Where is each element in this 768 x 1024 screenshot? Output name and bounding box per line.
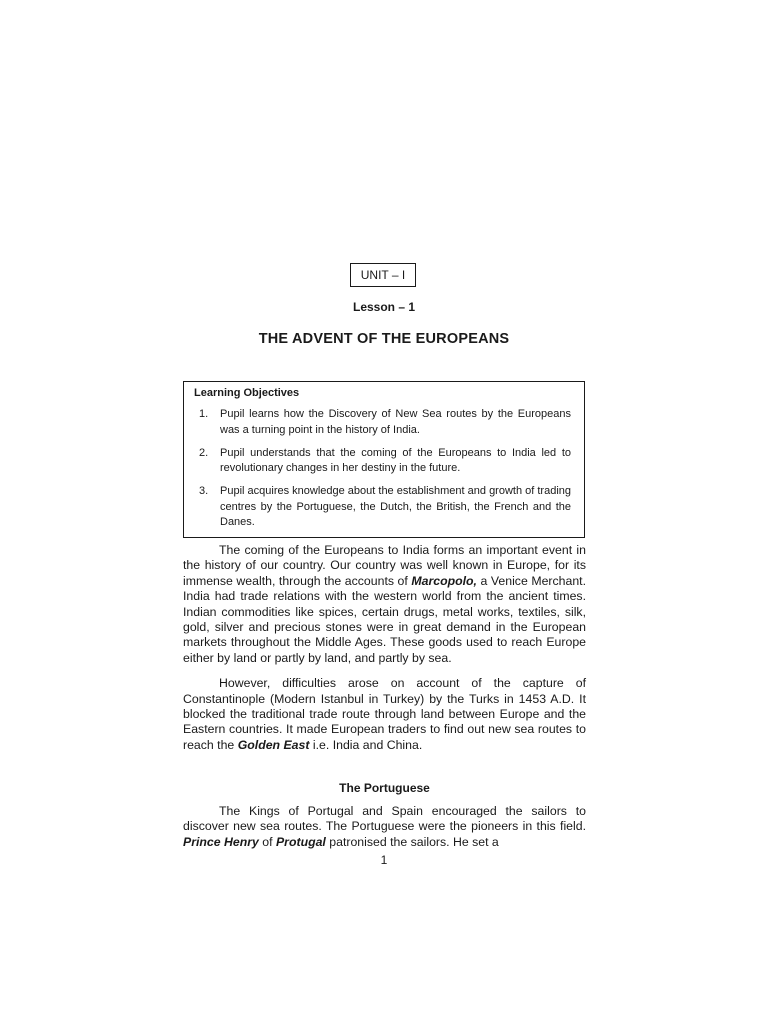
objectives-heading: Learning Objectives [194, 387, 300, 399]
body-section-portuguese [183, 804, 586, 850]
paragraph-3-text-c: patronised the sailors. He set a [325, 834, 499, 849]
paragraph-3 [183, 804, 586, 850]
chapter-title: THE ADVENT OF THE EUROPEANS [258, 331, 510, 347]
emphasis-prince-henry: Prince Henry [183, 834, 259, 849]
objective-text: Pupil understands that the coming of the Europeans to India led to revolutionary changes in her destiny in the future. [220, 446, 571, 474]
paragraph-1-text-b: a Venice Merchant. India had trade relations with the western world from the ancient times. Indian commodities like spices, certain drugs, metal works, textiles, silk, gold, silver and precious stones were in great demand in the European markets throughout the Middle Ages. These goods used to reach Europe either by land or partly by land, and partly by sea. [183, 573, 587, 665]
section-heading-portuguese: The Portuguese [339, 781, 430, 795]
objective-item [194, 407, 571, 438]
objective-text: Pupil learns how the Discovery of New Sea routes by the Europeans was a turning point in the history of India. [220, 408, 571, 436]
learning-objectives-box [183, 381, 585, 538]
body-section-intro [183, 543, 586, 753]
unit-label: UNIT – I [350, 263, 416, 287]
objective-item [194, 446, 571, 477]
objective-number: 1. [199, 408, 209, 420]
emphasis-protugal: Protugal [275, 834, 326, 849]
paragraph-1-text-a: The coming of the Europeans to India forms an important event in the history of our country. Our country was well known in Europe, for its immense wealth, through the accounts of [183, 543, 586, 588]
paragraph-1 [183, 543, 586, 666]
paragraph-3-text-a: The Kings of Portugal and Spain encouraged the sailors to discover new sea routes. The Portuguese were the pioneers in this field. [183, 804, 586, 834]
objective-number: 2. [199, 446, 209, 459]
objective-number: 3. [199, 485, 209, 497]
lesson-label: Lesson – 1 [352, 300, 416, 314]
paragraph-2-text-a: However, difficulties arose on account of the capture of Constantinople (Modern Istanbul in Turkey) by the Turks in 1453 A.D. It blocked the traditional trade route through land between Europe and the Eastern countries. It made European traders to find out new sea routes to reach the [183, 676, 586, 752]
paragraph-2-text-b: i.e. India and China. [309, 737, 423, 752]
page-number: 1 [380, 853, 388, 867]
paragraph-3-text-b: of [258, 834, 276, 849]
paragraph-2 [183, 676, 586, 753]
objective-text: Pupil acquires knowledge about the establishment and growth of trading centres by the Portuguese, the Dutch, the British, the French and the Danes. [220, 485, 572, 528]
emphasis-golden-east: Golden East [237, 737, 310, 752]
emphasis-marcopolo: Marcopolo, [411, 573, 477, 588]
objectives-list [194, 407, 571, 531]
objective-item [194, 484, 571, 531]
